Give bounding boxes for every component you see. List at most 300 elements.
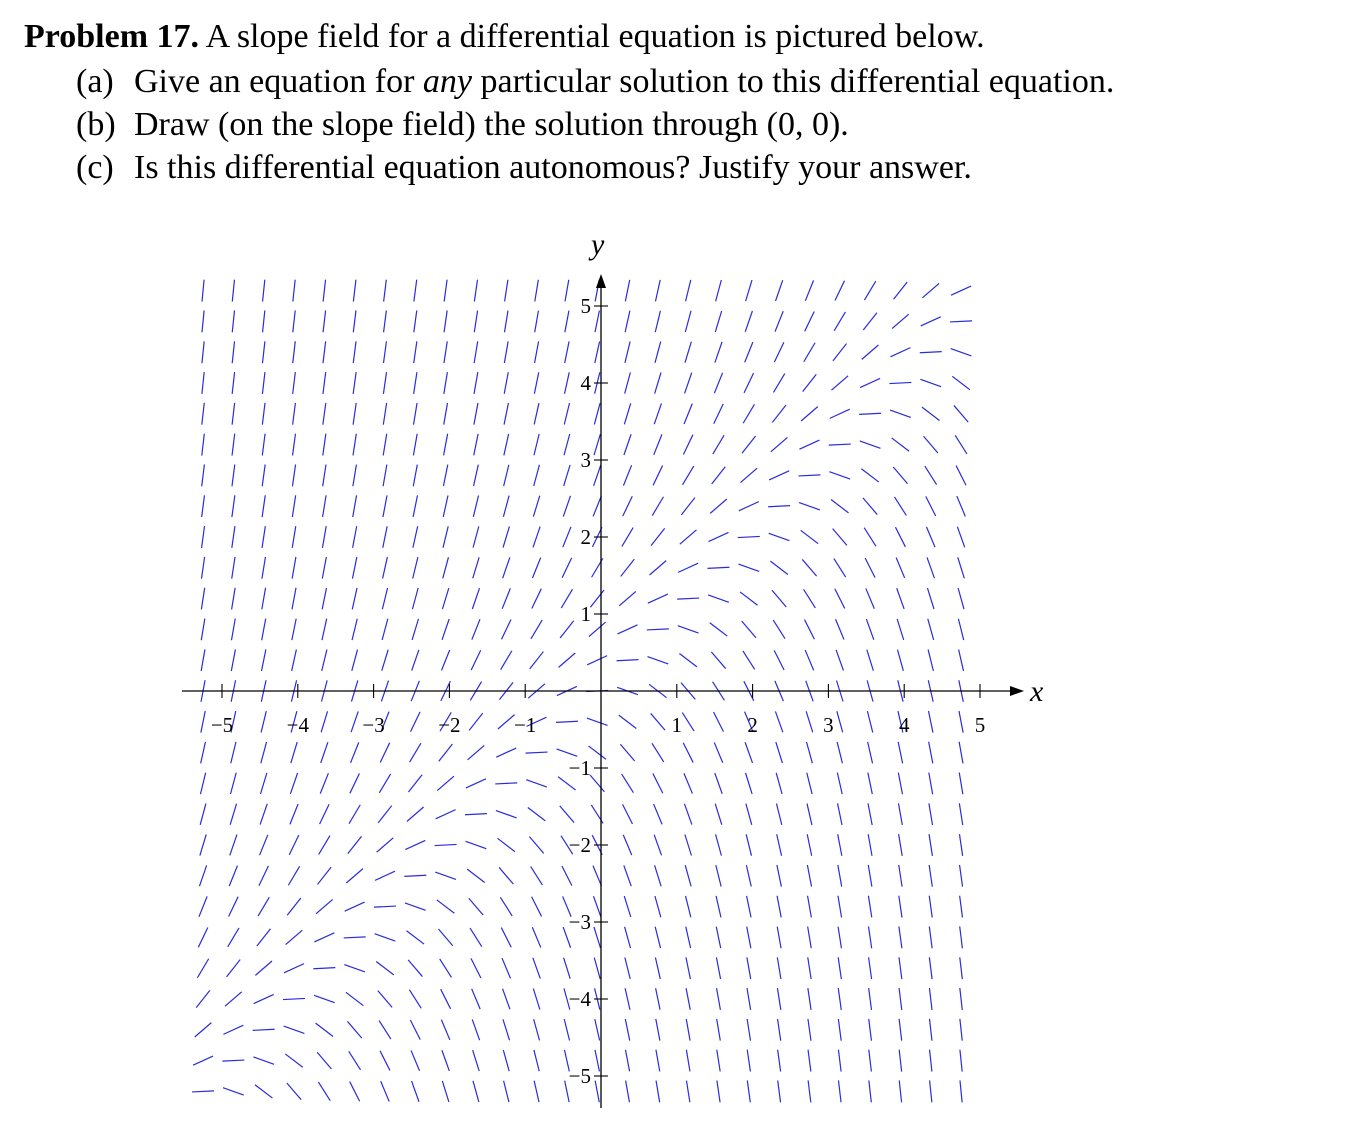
slope-segment: [808, 1080, 811, 1102]
slope-segment: [528, 808, 546, 821]
slope-segment: [377, 838, 394, 852]
y-tick-label: 3: [580, 448, 591, 472]
x-axis-arrow: [1010, 686, 1024, 696]
slope-segment: [313, 968, 335, 969]
slope-segment: [837, 711, 843, 732]
slope-segment: [679, 654, 697, 667]
slope-segment: [442, 650, 450, 670]
slope-segment: [625, 988, 630, 1009]
slope-segment: [496, 811, 517, 818]
slope-segment: [678, 563, 698, 572]
slope-segment: [868, 865, 872, 887]
part-label: (a): [76, 63, 114, 100]
slope-segment: [534, 403, 539, 424]
slope-segment: [442, 1050, 449, 1071]
slope-segment: [374, 906, 396, 907]
slope-segment: [444, 280, 447, 302]
slope-segment: [534, 1019, 540, 1040]
x-tick-label: −1: [514, 713, 537, 737]
slope-segment: [350, 773, 360, 793]
slope-segment: [413, 557, 418, 578]
slope-segment: [412, 619, 418, 640]
slope-segment: [716, 865, 721, 886]
slope-segment: [378, 991, 392, 1008]
slope-segment: [769, 533, 790, 540]
slope-segment: [263, 310, 265, 332]
slope-segment: [890, 348, 910, 357]
slope-segment: [501, 928, 511, 948]
slope-segment: [322, 557, 326, 579]
slope-segment: [443, 495, 448, 516]
slope-segment: [590, 590, 604, 607]
slope-segment: [838, 927, 841, 949]
slope-segment: [777, 865, 781, 887]
slope-segment: [444, 434, 448, 456]
slope-segment: [804, 343, 815, 362]
slope-segment: [746, 773, 753, 794]
slope-segment: [292, 588, 296, 610]
slope-segment: [803, 374, 817, 391]
slope-segment: [863, 313, 877, 330]
slope-segment: [808, 1019, 811, 1041]
slope-segment: [470, 928, 482, 947]
slope-segment: [926, 496, 936, 516]
slope-segment: [199, 865, 206, 886]
slope-segment: [232, 434, 235, 456]
slope-segment: [232, 280, 234, 302]
slope-segment: [929, 988, 932, 1010]
slope-segment: [898, 742, 902, 764]
slope-segment: [262, 557, 266, 579]
slope-segment: [201, 711, 205, 733]
slope-segment: [229, 897, 239, 917]
slope-segment: [444, 311, 447, 333]
slope-segment: [323, 341, 326, 363]
slope-segment: [564, 403, 569, 424]
slope-segment: [623, 465, 631, 485]
slope-segment: [683, 435, 693, 455]
slope-segment: [253, 1029, 275, 1030]
slope-segment: [202, 310, 204, 332]
slope-segment: [959, 649, 964, 670]
slope-segment: [801, 530, 819, 543]
slope-segment: [502, 958, 511, 978]
slope-segment: [587, 718, 608, 725]
x-tick-label: 4: [898, 713, 910, 737]
slope-segment: [473, 526, 479, 547]
slope-segment: [352, 650, 358, 671]
slope-segment: [262, 434, 265, 456]
slope-segment: [959, 742, 963, 764]
slope-segment: [353, 280, 356, 302]
slope-segment: [651, 713, 665, 730]
slope-segment: [624, 865, 631, 886]
slope-segment: [776, 280, 783, 301]
slope-segment: [232, 495, 235, 517]
slope-segment: [314, 995, 335, 1002]
slope-segment: [715, 804, 722, 825]
slope-segment: [894, 282, 908, 299]
slope-segment: [716, 280, 722, 301]
problem-number: Problem 17.: [24, 18, 200, 55]
slope-segment: [468, 745, 485, 759]
slope-segment: [716, 896, 721, 917]
slope-segment: [711, 652, 725, 669]
slope-segment: [960, 1019, 962, 1041]
slope-segment: [622, 528, 633, 547]
slope-segment: [353, 495, 357, 517]
slope-segment: [413, 495, 417, 517]
slope-segment: [285, 1054, 303, 1067]
slope-segment: [503, 989, 510, 1010]
slope-segment: [526, 752, 548, 753]
slope-segment: [323, 465, 326, 487]
slope-segment: [412, 588, 418, 609]
slope-segment: [835, 281, 845, 301]
slope-segment: [467, 869, 485, 882]
slope-segment: [865, 558, 875, 578]
slope-segment: [653, 774, 663, 794]
slope-segment: [777, 896, 781, 918]
slope-segment: [287, 898, 301, 915]
part-text: Is this differential equation autonomous? Justify your answer.: [134, 149, 972, 186]
slope-segment: [565, 372, 570, 393]
y-tick-label: −4: [568, 987, 591, 1011]
slope-segment: [655, 280, 660, 301]
slope-segment: [890, 410, 911, 417]
slope-segment: [778, 1080, 781, 1102]
slope-segment: [533, 989, 540, 1010]
slope-segment: [559, 653, 576, 667]
slope-segment: [530, 652, 544, 669]
slope-segment: [535, 280, 539, 302]
slope-segment: [201, 619, 205, 641]
slope-segment: [254, 994, 274, 1003]
slope-segment: [929, 957, 932, 979]
slope-segment: [474, 465, 479, 486]
slope-segment: [202, 526, 205, 548]
slope-segment: [320, 804, 330, 824]
slope-segment: [261, 711, 266, 732]
slope-segment: [383, 557, 388, 578]
slope-segment: [928, 619, 934, 640]
slope-segment: [834, 559, 846, 578]
slope-segment: [200, 804, 206, 825]
slope-segment: [594, 465, 601, 486]
slope-segment: [443, 526, 448, 547]
slope-segment: [230, 835, 237, 856]
slope-segment: [258, 897, 269, 916]
slope-segment: [380, 743, 390, 763]
slope-segment: [868, 896, 871, 918]
slope-segment: [683, 466, 694, 485]
slope-segment: [317, 1052, 331, 1069]
slope-segment: [653, 465, 663, 485]
slope-segment: [473, 1050, 480, 1071]
slope-segment: [502, 588, 510, 608]
slope-segment: [257, 929, 271, 946]
slope-segment: [287, 1083, 301, 1100]
slope-segment: [960, 896, 963, 918]
slope-segment: [927, 588, 934, 609]
slope-segment: [383, 403, 386, 425]
slope-segment: [344, 937, 366, 938]
slope-segment: [383, 495, 387, 517]
slope-segment: [321, 711, 327, 732]
slope-segment: [441, 1020, 450, 1040]
slope-segment: [952, 376, 970, 389]
slope-segment: [253, 1057, 274, 1064]
slope-segment: [504, 341, 508, 363]
slope-segment: [656, 988, 660, 1010]
part-text: Draw (on the slope field) the solution through: [134, 106, 767, 143]
slope-segment: [316, 899, 333, 913]
slope-segment: [262, 403, 265, 425]
slope-segment: [441, 989, 451, 1009]
slope-segment: [262, 465, 265, 487]
slope-segment: [353, 341, 356, 363]
slope-segment: [929, 865, 932, 887]
slope-segment: [925, 466, 937, 485]
slope-segment: [926, 527, 935, 547]
slope-segment: [861, 469, 879, 482]
slope-segment: [201, 649, 205, 671]
slope-segment: [778, 1019, 781, 1041]
slope-segment: [435, 844, 457, 845]
slope-segment: [293, 434, 296, 456]
slope-segment: [958, 588, 964, 609]
slope-segment: [504, 311, 508, 333]
part-label: (c): [76, 149, 114, 186]
slope-segment: [202, 403, 204, 425]
slope-segment: [474, 372, 478, 394]
slope-segment: [320, 773, 328, 793]
slope-segment: [564, 465, 570, 486]
x-tick-label: −2: [438, 713, 461, 737]
x-tick-label: −5: [210, 713, 234, 737]
slope-segment: [594, 958, 600, 979]
slope-segment: [747, 1081, 750, 1103]
slope-segment: [899, 896, 902, 918]
slope-segment: [564, 1019, 569, 1040]
slope-segment: [747, 1019, 750, 1041]
slope-segment: [322, 588, 326, 610]
slope-segment: [625, 1050, 629, 1072]
slope-segment: [746, 280, 752, 301]
slope-segment: [742, 436, 756, 453]
slope-segment: [808, 988, 811, 1010]
slope-segment: [292, 465, 295, 487]
slope-segment: [323, 310, 326, 332]
slope-segment: [500, 897, 512, 916]
slope-segment: [407, 807, 424, 821]
slope-segment: [656, 1050, 660, 1072]
slope-segment: [686, 988, 690, 1010]
slope-segment: [929, 711, 933, 733]
slope-segment: [927, 557, 934, 578]
slope-segment: [202, 434, 205, 456]
slope-segment: [404, 875, 426, 876]
slope-segment: [227, 960, 241, 977]
slope-segment: [715, 342, 722, 363]
slope-segment: [680, 530, 697, 544]
slope-segment: [560, 806, 574, 823]
slope-segment: [838, 988, 841, 1010]
slope-segment: [563, 527, 571, 547]
slope-segment: [769, 471, 789, 480]
slope-segment: [860, 378, 880, 387]
slope-segment: [774, 650, 784, 670]
slope-segment: [928, 650, 933, 671]
slope-segment: [438, 929, 452, 946]
slope-segment: [717, 1050, 720, 1072]
slope-segment: [379, 774, 390, 793]
slope-segment: [838, 957, 841, 979]
slope-segment: [746, 865, 751, 886]
slope-segment: [714, 742, 723, 762]
slope-segment: [807, 865, 811, 887]
slope-segment: [808, 957, 811, 979]
slope-segment: [232, 372, 234, 394]
slope-segment: [686, 280, 691, 301]
slope-segment: [678, 626, 699, 633]
slope-segment: [625, 958, 630, 979]
slope-segment: [437, 900, 455, 913]
slope-segment: [323, 280, 325, 302]
slope-segment: [284, 1026, 305, 1033]
slope-segment: [714, 712, 724, 732]
slope-segment: [625, 372, 631, 393]
slope-segment: [920, 352, 942, 353]
slope-segment: [318, 1082, 330, 1101]
y-tick-label: 1: [580, 602, 591, 626]
slope-segment: [498, 838, 516, 851]
slope-segment: [804, 620, 814, 640]
slope-segment: [929, 896, 932, 918]
slope-segment: [808, 927, 812, 949]
slope-segment: [922, 407, 940, 420]
slope-segment: [383, 465, 387, 487]
slope-segment: [955, 435, 967, 454]
slope-segment: [625, 311, 630, 332]
slope-segment: [836, 650, 843, 671]
slope-segment: [349, 1051, 361, 1070]
slope-segment: [505, 280, 508, 302]
slope-segment: [405, 840, 425, 849]
slope-segment: [777, 927, 781, 949]
slope-segment: [351, 742, 359, 762]
slope-segment: [352, 588, 357, 609]
slope-segment: [622, 774, 634, 793]
slope-segment: [838, 865, 842, 887]
part-point: (0, 0).: [766, 106, 849, 143]
slope-segment: [292, 619, 296, 641]
slope-segment: [838, 896, 842, 918]
slope-segment: [351, 711, 358, 732]
slope-segment: [959, 834, 962, 856]
slope-segment: [715, 311, 721, 332]
slope-segment: [200, 773, 205, 794]
slope-segment: [624, 434, 631, 455]
slope-segment: [869, 1050, 872, 1072]
slope-segment: [202, 372, 204, 394]
part-emphasis: any: [422, 63, 472, 100]
slope-segment: [889, 382, 911, 383]
slope-segment: [836, 619, 845, 639]
slope-segment: [892, 438, 910, 451]
slope-segment: [193, 1056, 213, 1065]
slope-segment: [353, 465, 357, 487]
slope-segment: [929, 773, 933, 795]
slope-segment: [595, 341, 600, 362]
slope-segment: [929, 803, 933, 825]
slope-segment: [747, 927, 751, 949]
y-tick-label: −3: [568, 910, 591, 934]
slope-segment: [708, 532, 728, 541]
slope-segment: [200, 834, 206, 855]
slope-segment: [587, 656, 607, 665]
slope-segment: [864, 528, 876, 547]
slope-segment: [444, 372, 448, 394]
slope-segment: [442, 588, 448, 609]
slope-segment: [382, 619, 388, 640]
slope-segment: [895, 527, 905, 547]
slope-segment: [772, 590, 786, 607]
slope-segment: [411, 1050, 420, 1070]
slope-segment: [382, 650, 388, 671]
slope-segment: [534, 465, 540, 486]
slope-segment: [648, 594, 668, 603]
slope-segment: [595, 311, 599, 333]
slope-segment: [652, 743, 664, 762]
slope-segment: [712, 467, 726, 484]
slope-segment: [534, 372, 538, 394]
slope-segment: [323, 372, 326, 394]
slope-segment: [770, 561, 788, 574]
slope-segment: [744, 373, 754, 393]
slope-segment: [717, 988, 721, 1010]
slope-segment: [232, 341, 234, 363]
slope-segment: [806, 711, 813, 732]
slope-segment: [776, 742, 783, 763]
slope-segment: [255, 961, 272, 975]
slope-segment: [414, 403, 418, 425]
slope-segment: [959, 711, 963, 733]
slope-segment: [263, 280, 265, 302]
slope-segment: [922, 283, 939, 297]
slope-segment: [960, 957, 963, 979]
slope-segment: [594, 434, 600, 455]
slope-segment: [292, 649, 297, 670]
slope-segment: [443, 465, 447, 487]
slope-segment: [499, 867, 513, 884]
slope-segment: [798, 475, 820, 476]
slope-segment: [562, 866, 572, 886]
slope-segment: [619, 715, 637, 728]
slope-segment: [202, 280, 204, 302]
slope-segment: [561, 589, 572, 608]
x-tick-label: 3: [823, 713, 834, 737]
slope-segment: [322, 526, 326, 548]
slope-segment: [771, 437, 788, 451]
slope-segment: [655, 311, 660, 332]
slope-segment: [930, 1050, 932, 1072]
slope-segment: [960, 865, 963, 887]
slope-segment: [625, 927, 631, 948]
slope-segment: [503, 1019, 510, 1040]
slope-segment: [745, 342, 753, 362]
y-tick-label: 2: [580, 525, 591, 549]
